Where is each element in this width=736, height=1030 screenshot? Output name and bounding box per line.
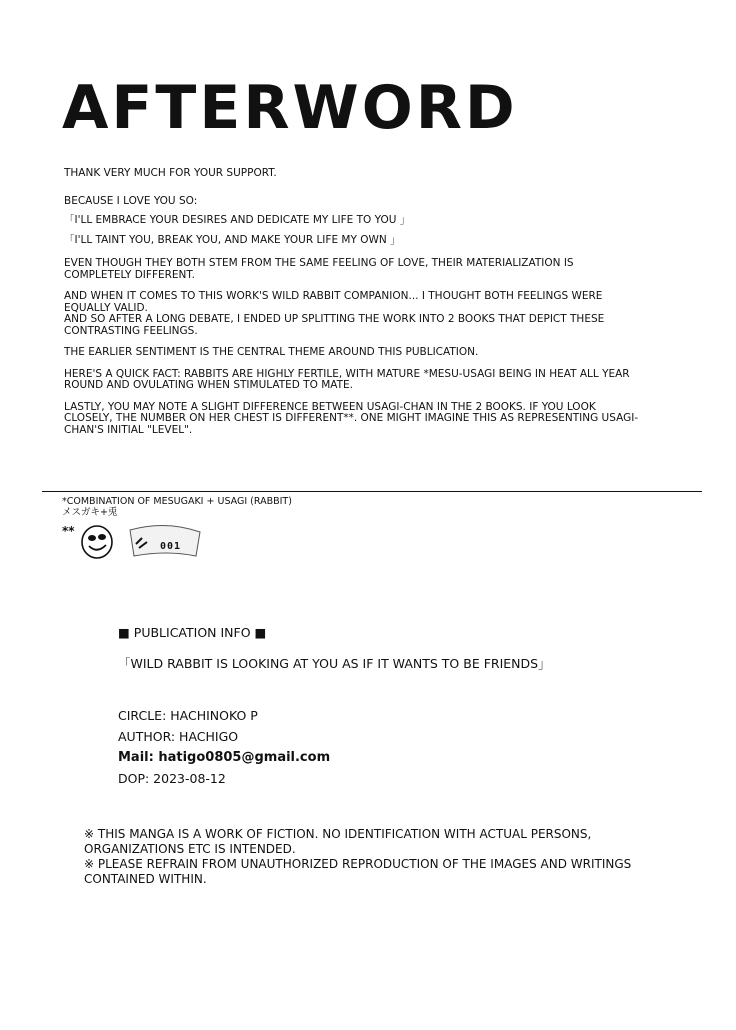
disclaimer-line: ※ THIS MANGA IS A WORK OF FICTION. NO IDENTIFICATION WITH ACTUAL PERSONS, ORGANIZATIONS ETC IS INTENDED. xyxy=(84,827,592,856)
paragraph: THANK VERY MUCH FOR YOUR SUPPORT. xyxy=(64,167,277,179)
paragraph: AND WHEN IT COMES TO THIS WORK'S WILD RABBIT COMPANION... I THOUGHT BOTH FEELINGS WERE EQUALLY VALID. AND SO AFTER A LONG DEBATE, I ENDED UP SPLITTING THE WORK INTO 2 BOOKS THAT DEPICT THESE CONTRASTING FEELINGS. xyxy=(64,290,605,337)
mail-line: Mail: hatigo0805@gmail.com xyxy=(118,750,331,765)
paragraph: HERE'S A QUICK FACT: RABBITS ARE HIGHLY FERTILE, WITH MATURE *MESU-USAGI BEING IN HEAT ALL YEAR ROUND AND OVULATING WHEN STIMULATED TO MATE. xyxy=(64,367,630,391)
disclaimer-line: ※ PLEASE REFRAIN FROM UNAUTHORIZED REPRODUCTION OF THE IMAGES AND WRITINGS CONTAINED WITHIN. xyxy=(84,857,632,886)
smirk-face-icon xyxy=(80,524,114,560)
footnote-2-mark: ** xyxy=(62,524,75,538)
footnote-1-jp: メスガキ+兎 xyxy=(62,506,118,518)
afterword-body xyxy=(64,168,644,446)
paragraph: LASTLY, YOU MAY NOTE A SLIGHT DIFFERENCE BETWEEN USAGI-CHAN IN THE 2 BOOKS. IF YOU LOOK CLOSELY, THE NUMBER ON HER CHEST IS DIFFERENT**. ONE MIGHT IMAGINE THIS AS REPRESENTING USAGI-CHAN'S INITIAL "LEVEL". xyxy=(64,400,639,436)
author-line: AUTHOR: HACHIGO xyxy=(118,729,239,744)
page-title: AFTERWORD xyxy=(62,73,518,143)
publication-info xyxy=(118,625,638,792)
paragraph: BECAUSE I LOVE YOU SO: xyxy=(64,194,198,207)
footnotes xyxy=(62,497,292,518)
paragraph: EVEN THOUGH THEY BOTH STEM FROM THE SAME FEELING OF LOVE, THEIR MATERIALIZATION IS COMPLETELY DIFFERENT. xyxy=(64,257,574,281)
disclaimer xyxy=(84,827,684,887)
dop-line: DOP: 2023-08-12 xyxy=(118,771,226,786)
divider xyxy=(42,491,702,492)
footnote-1: *COMBINATION OF MESUGAKI + USAGI (RABBIT) xyxy=(62,496,292,507)
publication-heading: ■ PUBLICATION INFO ■ xyxy=(118,625,267,640)
footnote-2-illustration xyxy=(62,520,222,565)
circle-line: CIRCLE: HACHINOKO P xyxy=(118,708,258,723)
sticker-number: 001 xyxy=(160,541,182,552)
paragraph: 「I'LL EMBRACE YOUR DESIRES AND DEDICATE MY LIFE TO YOU 」 xyxy=(64,214,411,226)
paragraph: THE EARLIER SENTIMENT IS THE CENTRAL THEME AROUND THIS PUBLICATION. xyxy=(64,346,479,358)
work-title: 「WILD RABBIT IS LOOKING AT YOU AS IF IT WANTS TO BE FRIENDS」 xyxy=(118,656,551,671)
paragraph: 「I'LL TAINT YOU, BREAK YOU, AND MAKE YOUR LIFE MY OWN 」 xyxy=(64,233,401,246)
